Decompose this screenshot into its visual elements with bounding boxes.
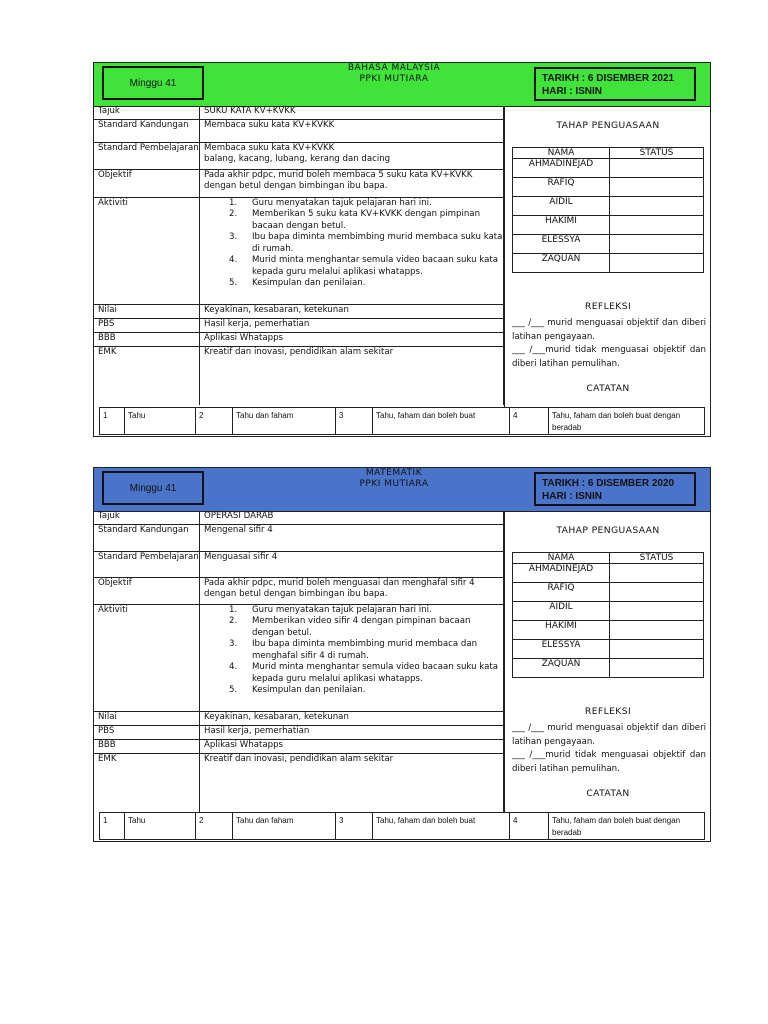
value-bbb: Aplikasi Whatapps <box>200 739 504 753</box>
scale-level: 1 <box>100 408 125 435</box>
refleksi-line-2: ___ /___murid tidak menguasai objektif dan diberi latihan pemulihan. <box>512 345 706 369</box>
activity-item: 1. Guru menyatakan tajuk pelajaran hari ini. <box>229 197 432 208</box>
student-status[interactable] <box>610 602 704 621</box>
activity-item: 2. Memberikan 5 suku kata KV+KVKK dengan pimpinan bacaan dengan betul. <box>229 209 481 231</box>
label-bbb: BBB <box>94 332 200 346</box>
lesson-details-table <box>94 106 504 405</box>
label-emk: EMK <box>94 346 200 405</box>
scale-level: 3 <box>336 813 373 840</box>
label-pbs: PBS <box>94 318 200 332</box>
activity-item: 3. Ibu bapa diminta membimbing murid membaca suku kata di rumah. <box>229 232 503 254</box>
value-standard-kandungan: Mengenal sifir 4 <box>200 524 504 551</box>
student-name: RAFIQ <box>513 583 610 602</box>
row-aktiviti <box>94 604 504 711</box>
date-label: TARIKH : 6 DISEMBER 2020 <box>542 478 675 489</box>
student-row <box>513 583 704 602</box>
student-row <box>513 216 704 235</box>
student-name: AHMADINEJAD <box>513 159 610 178</box>
scale-desc: Tahu, faham dan boleh buat <box>373 408 510 435</box>
label-nilai: Nilai <box>94 304 200 318</box>
label-pbs: PBS <box>94 725 200 739</box>
value-aktiviti <box>200 197 504 304</box>
label-standard-pembelajaran: Standard Pembelajaran <box>94 142 200 169</box>
week-label: Minggu 41 <box>129 77 177 89</box>
row-bbb <box>94 332 504 346</box>
value-bbb: Aplikasi Whatapps <box>200 332 504 346</box>
nama-header: NAMA <box>513 553 610 564</box>
plan-header <box>94 468 710 512</box>
status-header: STATUS <box>610 553 704 564</box>
assessment-panel <box>504 106 711 407</box>
value-standard-pembelajaran: Membaca suku kata KV+KVKK balang, kacang, lubang, kerang dan dacing <box>200 142 504 169</box>
mastery-scale-table <box>99 812 705 840</box>
student-status[interactable] <box>610 583 704 602</box>
plan-header <box>94 63 710 107</box>
tahap-title: TAHAP PENGUASAAN <box>556 525 660 536</box>
scale-level: 2 <box>196 813 233 840</box>
catatan-title: CATATAN <box>586 788 630 799</box>
scale-desc: Tahu <box>125 408 196 435</box>
student-name: HAKIMI <box>513 216 610 235</box>
label-objektif: Objektif <box>94 169 200 197</box>
value-emk: Kreatif dan inovasi, pendidikan alam sekitar <box>200 753 504 812</box>
scale-desc: Tahu, faham dan boleh buat dengan beradab <box>549 813 705 840</box>
refleksi-text <box>512 317 706 371</box>
student-row <box>513 564 704 583</box>
student-name: RAFIQ <box>513 178 610 197</box>
row-emk <box>94 346 504 405</box>
nama-header: NAMA <box>513 148 610 159</box>
scale-row <box>100 813 705 840</box>
school-name: PPKI MUTIARA <box>359 74 429 84</box>
student-row <box>513 640 704 659</box>
value-standard-pembelajaran: Menguasai sifir 4 <box>200 551 504 577</box>
student-status[interactable] <box>610 621 704 640</box>
label-emk: EMK <box>94 753 200 812</box>
student-name: AIDIL <box>513 602 610 621</box>
activity-item: 1. Guru menyatakan tajuk pelajaran hari ini. <box>229 604 432 615</box>
date-label: TARIKH : 6 DISEMBER 2021 <box>542 73 675 84</box>
student-status[interactable] <box>610 216 704 235</box>
student-row <box>513 159 704 178</box>
activity-list <box>204 605 503 697</box>
status-header: STATUS <box>610 148 704 159</box>
student-name: ZAQUAN <box>513 659 610 678</box>
value-pbs: Hasil kerja, pemerhatian <box>200 318 504 332</box>
lesson-plan-matematik <box>93 467 711 842</box>
student-status[interactable] <box>610 659 704 678</box>
label-aktiviti: Aktiviti <box>94 197 200 304</box>
status-header-row <box>513 148 704 159</box>
scale-level: 3 <box>336 408 373 435</box>
subject-title <box>294 468 494 490</box>
subject-name: BAHASA MALAYSIA <box>347 63 441 73</box>
refleksi-line-1: ___ /___ murid menguasai objektif dan diberi latihan pengayaan. <box>512 723 706 747</box>
week-label: Minggu 41 <box>129 482 177 494</box>
refleksi-line-1: ___ /___ murid menguasai objektif dan diberi latihan pengayaan. <box>512 318 706 342</box>
row-objektif <box>94 169 504 197</box>
student-row <box>513 197 704 216</box>
label-objektif: Objektif <box>94 577 200 604</box>
mastery-scale-table <box>99 407 705 435</box>
row-bbb <box>94 739 504 753</box>
catatan-title: CATATAN <box>586 383 630 394</box>
row-nilai <box>94 304 504 318</box>
scale-level: 1 <box>100 813 125 840</box>
student-status[interactable] <box>610 178 704 197</box>
student-name: ELESSYA <box>513 640 610 659</box>
row-standard-pembelajaran <box>94 142 504 169</box>
row-pbs <box>94 725 504 739</box>
activity-item: 4. Murid minta menghantar semula video bacaan suku kata kepada guru melalui aplikasi whatapps. <box>229 255 499 277</box>
student-name: ZAQUAN <box>513 254 610 273</box>
scale-row <box>100 408 705 435</box>
label-tajuk: Tajuk <box>94 511 200 524</box>
refleksi-line-2: ___ /___murid tidak menguasai objektif dan diberi latihan pemulihan. <box>512 750 706 774</box>
activity-item: 3. Ibu bapa diminta membimbing murid membaca dan menghafal sifir 4 di rumah. <box>229 639 478 661</box>
student-status[interactable] <box>610 235 704 254</box>
row-nilai <box>94 711 504 725</box>
value-objektif: Pada akhir pdpc, murid boleh membaca 5 suku kata KV+KVKK dengan betul dengan bimbingan ibu bapa. <box>200 169 504 197</box>
label-standard-kandungan: Standard Kandungan <box>94 524 200 551</box>
label-tajuk: Tajuk <box>94 106 200 119</box>
row-standard-kandungan <box>94 119 504 142</box>
activity-item: 2. Memberikan video sifir 4 dengan pimpinan bacaan dengan betul. <box>229 616 471 638</box>
row-pbs <box>94 318 504 332</box>
student-status[interactable] <box>610 564 704 583</box>
activity-list <box>204 198 503 290</box>
student-row <box>513 621 704 640</box>
day-label: HARI : ISNIN <box>542 86 602 97</box>
lesson-plan-bahasa-malaysia <box>93 62 711 437</box>
activity-item: 5. Kesimpulan dan penilaian. <box>229 278 366 288</box>
row-tajuk <box>94 106 504 119</box>
value-tajuk: OPERASI DARAB <box>200 511 504 524</box>
student-name: AIDIL <box>513 197 610 216</box>
row-emk <box>94 753 504 812</box>
date-box <box>534 472 696 506</box>
student-status-table <box>512 552 704 678</box>
value-tajuk: SUKU KATA KV+KVKK <box>200 106 504 119</box>
student-row <box>513 602 704 621</box>
activity-item: 5. Kesimpulan dan penilaian. <box>229 685 366 695</box>
scale-level: 4 <box>510 813 549 840</box>
student-name: ELESSYA <box>513 235 610 254</box>
week-box <box>102 471 204 505</box>
label-standard-kandungan: Standard Kandungan <box>94 119 200 142</box>
assessment-panel <box>504 511 711 812</box>
value-nilai: Keyakinan, kesabaran, ketekunan <box>200 711 504 725</box>
student-status[interactable] <box>610 159 704 178</box>
label-standard-pembelajaran: Standard Pembelajaran <box>94 551 200 577</box>
value-nilai: Keyakinan, kesabaran, ketekunan <box>200 304 504 318</box>
refleksi-title: REFLEKSI <box>584 706 632 717</box>
student-row <box>513 659 704 678</box>
activity-item: 4. Murid minta menghantar semula video bacaan suku kata kepada guru melalui aplikasi whatapps. <box>229 662 499 684</box>
tahap-title: TAHAP PENGUASAAN <box>556 120 660 131</box>
refleksi-text <box>512 722 706 776</box>
label-aktiviti: Aktiviti <box>94 604 200 711</box>
student-row <box>513 235 704 254</box>
student-status[interactable] <box>610 254 704 273</box>
school-name: PPKI MUTIARA <box>359 479 429 489</box>
student-row <box>513 254 704 273</box>
status-header-row <box>513 553 704 564</box>
row-standard-kandungan <box>94 524 504 551</box>
scale-level: 2 <box>196 408 233 435</box>
refleksi-title: REFLEKSI <box>584 301 632 312</box>
scale-desc: Tahu, faham dan boleh buat dengan beradab <box>549 408 705 435</box>
row-standard-pembelajaran <box>94 551 504 577</box>
label-bbb: BBB <box>94 739 200 753</box>
scale-desc: Tahu <box>125 813 196 840</box>
value-emk: Kreatif dan inovasi, pendidikan alam sekitar <box>200 346 504 405</box>
week-box <box>102 66 204 100</box>
label-nilai: Nilai <box>94 711 200 725</box>
student-name: AHMADINEJAD <box>513 564 610 583</box>
scale-desc: Tahu dan faham <box>233 813 336 840</box>
day-label: HARI : ISNIN <box>542 491 602 502</box>
scale-desc: Tahu, faham dan boleh buat <box>373 813 510 840</box>
student-row <box>513 178 704 197</box>
student-status[interactable] <box>610 640 704 659</box>
value-standard-kandungan: Membaca suku kata KV+KVKK <box>200 119 504 142</box>
value-pbs: Hasil kerja, pemerhatian <box>200 725 504 739</box>
scale-desc: Tahu dan faham <box>233 408 336 435</box>
value-aktiviti <box>200 604 504 711</box>
student-status-table <box>512 147 704 273</box>
date-box <box>534 67 696 101</box>
subject-name: MATEMATIK <box>365 468 423 478</box>
row-aktiviti <box>94 197 504 304</box>
subject-title <box>294 63 494 85</box>
student-name: HAKIMI <box>513 621 610 640</box>
lesson-details-table <box>94 511 504 812</box>
student-status[interactable] <box>610 197 704 216</box>
value-objektif: Pada akhir pdpc, murid boleh menguasai dan menghafal sifir 4 dengan betul dengan bimbingan ibu bapa. <box>200 577 504 604</box>
row-objektif <box>94 577 504 604</box>
scale-level: 4 <box>510 408 549 435</box>
row-tajuk <box>94 511 504 524</box>
